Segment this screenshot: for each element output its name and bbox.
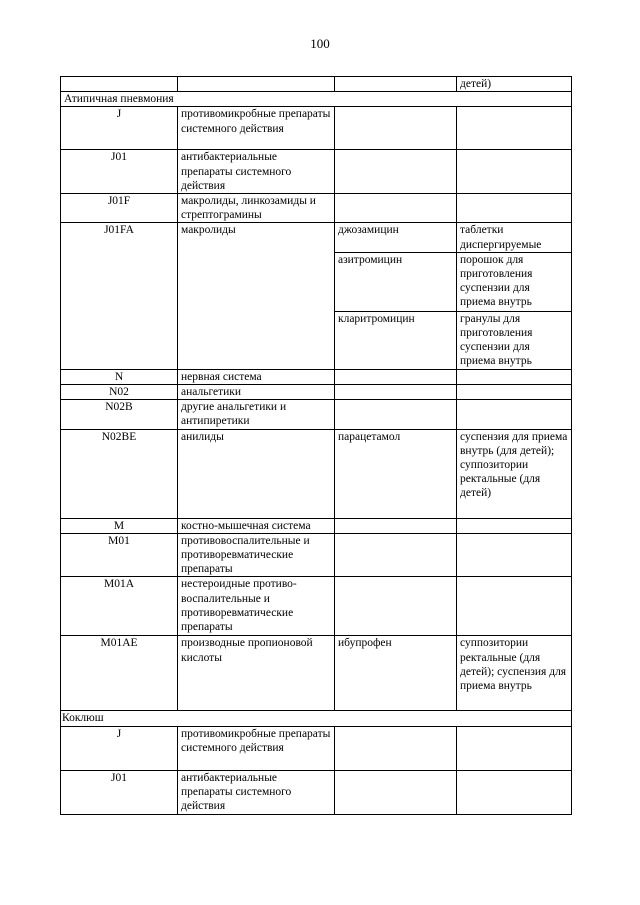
drug-name-cell bbox=[335, 107, 457, 150]
table-row bbox=[61, 400, 572, 429]
group-name-cell: нервная система bbox=[178, 369, 335, 384]
dosage-form-cell bbox=[457, 385, 572, 400]
table-row bbox=[61, 726, 572, 770]
group-name-cell: костно-мышечная система bbox=[178, 518, 335, 533]
table-row bbox=[61, 150, 572, 194]
table-row bbox=[61, 770, 572, 814]
drug-name-cell bbox=[335, 194, 457, 223]
drug-name-cell bbox=[335, 770, 457, 814]
atc-code-cell: N02 bbox=[61, 385, 178, 400]
group-name-cell: макролиды, линкозамиды и стрептограмины bbox=[178, 194, 335, 223]
group-name-cell: другие анальгетики и антипиретики bbox=[178, 400, 335, 429]
group-name-cell: противовоспалительные и противоревматические препараты bbox=[178, 533, 335, 577]
dosage-form-cell: таблетки диспергируемые bbox=[457, 223, 572, 252]
table-row bbox=[61, 636, 572, 711]
atc-code-cell bbox=[61, 77, 178, 92]
group-name-cell: противомикробные препараты системного действия bbox=[178, 107, 335, 150]
dosage-form-cell bbox=[457, 577, 572, 636]
dosage-form-cell: детей) bbox=[457, 77, 572, 92]
group-name-cell: анилиды bbox=[178, 429, 335, 518]
dosage-form-cell bbox=[457, 400, 572, 429]
dosage-form-cell bbox=[457, 150, 572, 194]
table-row bbox=[61, 385, 572, 400]
dosage-form-cell: суспензия для приема внутрь (для детей); суппозитории ректальные (для детей) bbox=[457, 429, 572, 518]
table-row bbox=[61, 518, 572, 533]
drug-name-cell bbox=[335, 577, 457, 636]
table-row bbox=[61, 107, 572, 150]
atc-code-cell: N02BE bbox=[61, 429, 178, 518]
table-row bbox=[61, 194, 572, 223]
table-row bbox=[61, 429, 572, 518]
section-header-row bbox=[61, 92, 572, 107]
drug-name-cell bbox=[335, 369, 457, 384]
section-header-row bbox=[61, 711, 572, 726]
dosage-form-cell bbox=[457, 194, 572, 223]
dosage-form-cell bbox=[457, 533, 572, 577]
atc-code-cell: M01A bbox=[61, 577, 178, 636]
section-title: Коклюш bbox=[61, 711, 572, 726]
drug-name-cell: кларитромицин bbox=[335, 311, 457, 369]
atc-code-cell: J bbox=[61, 107, 178, 150]
dosage-form-cell: суппозитории ректальные (для детей); суспензия для приема внутрь bbox=[457, 636, 572, 711]
page-number: 100 bbox=[310, 36, 330, 51]
atc-code-cell: M01AE bbox=[61, 636, 178, 711]
drug-name-cell bbox=[335, 518, 457, 533]
atc-code-cell: J01 bbox=[61, 770, 178, 814]
dosage-form-cell bbox=[457, 518, 572, 533]
group-name-cell: нестероидные противо-воспалительные и противоревматические препараты bbox=[178, 577, 335, 636]
group-name-cell: антибактериальные препараты системного действия bbox=[178, 150, 335, 194]
dosage-form-cell bbox=[457, 107, 572, 150]
atc-code-cell: M01 bbox=[61, 533, 178, 577]
group-name-cell: производные пропионовой кислоты bbox=[178, 636, 335, 711]
drug-name-cell: джозамицин bbox=[335, 223, 457, 252]
group-name-cell bbox=[178, 77, 335, 92]
dosage-form-cell: гранулы для приготовления суспензии для приема внутрь bbox=[457, 311, 572, 369]
drug-name-cell: парацетамол bbox=[335, 429, 457, 518]
atc-code-cell: J01F bbox=[61, 194, 178, 223]
table-row bbox=[61, 533, 572, 577]
atc-code-cell: J01 bbox=[61, 150, 178, 194]
atc-code-cell: J bbox=[61, 726, 178, 770]
atc-code-cell: N02B bbox=[61, 400, 178, 429]
table-row bbox=[61, 369, 572, 384]
drug-table bbox=[60, 76, 572, 815]
drug-name-cell bbox=[335, 385, 457, 400]
drug-name-cell bbox=[335, 533, 457, 577]
group-name-cell: противомикробные препараты системного действия bbox=[178, 726, 335, 770]
drug-name-cell: ибупрофен bbox=[335, 636, 457, 711]
table-row bbox=[61, 223, 572, 252]
table-row bbox=[61, 77, 572, 92]
atc-code-cell: J01FA bbox=[61, 223, 178, 369]
group-name-cell: анальгетики bbox=[178, 385, 335, 400]
dosage-form-cell bbox=[457, 726, 572, 770]
drug-name-cell bbox=[335, 726, 457, 770]
group-name-cell: антибактериальные препараты системного действия bbox=[178, 770, 335, 814]
dosage-form-cell bbox=[457, 369, 572, 384]
drug-name-cell bbox=[335, 77, 457, 92]
group-name-cell: макролиды bbox=[178, 223, 335, 369]
atc-code-cell: N bbox=[61, 369, 178, 384]
atc-code-cell: M bbox=[61, 518, 178, 533]
drug-name-cell: азитромицин bbox=[335, 252, 457, 311]
dosage-form-cell: порошок для приготовления суспензии для приема внутрь bbox=[457, 252, 572, 311]
dosage-form-cell bbox=[457, 770, 572, 814]
table-row bbox=[61, 577, 572, 636]
drug-name-cell bbox=[335, 400, 457, 429]
drug-name-cell bbox=[335, 150, 457, 194]
section-title: Атипичная пневмония bbox=[61, 92, 572, 107]
